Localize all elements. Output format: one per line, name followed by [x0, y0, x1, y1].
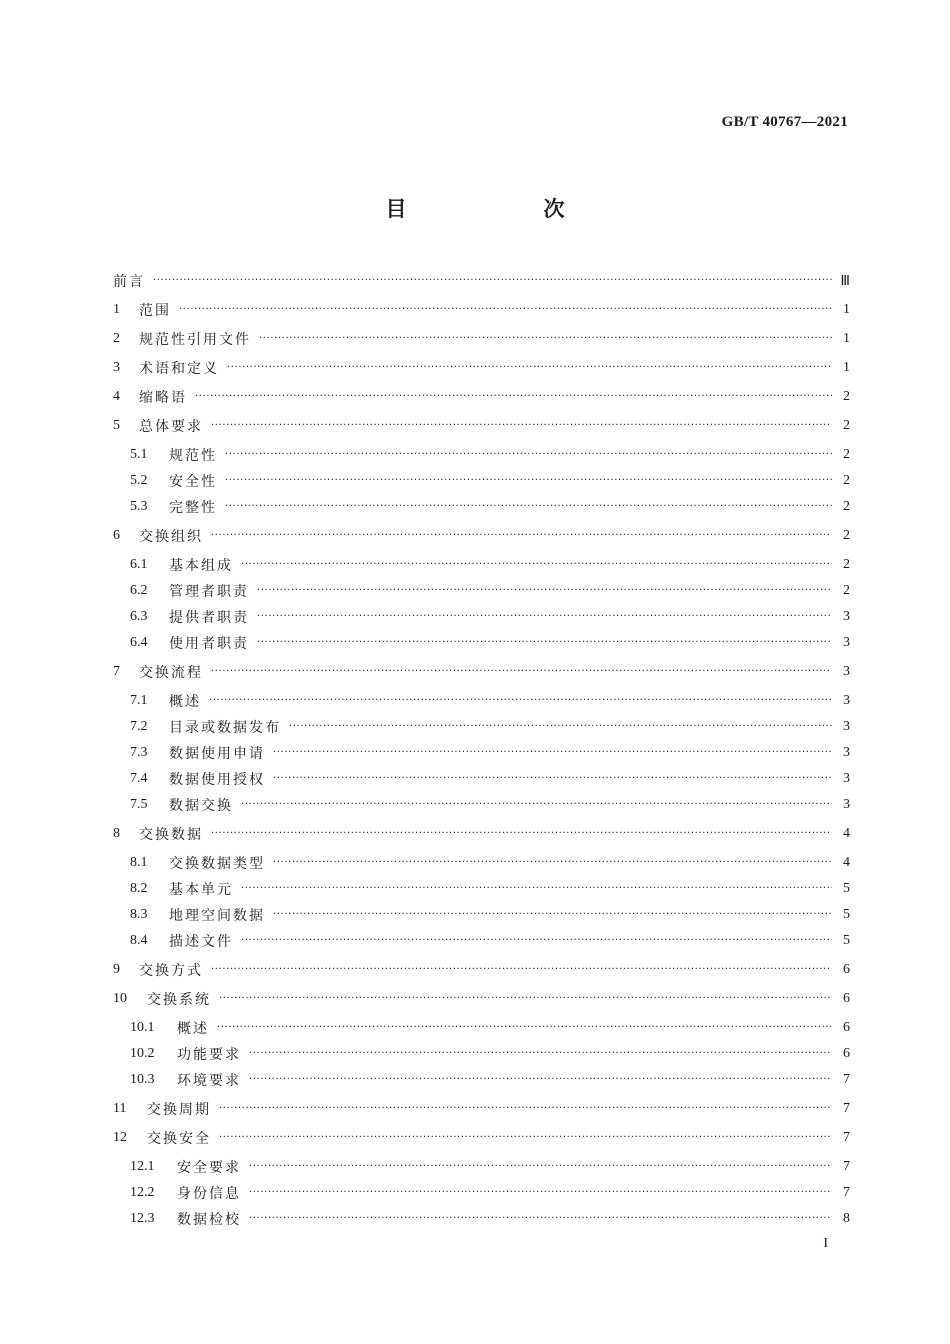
toc-entry-number: 7.1 — [130, 693, 148, 708]
toc-entry-number: 4 — [113, 389, 120, 404]
toc-entry-page: 4 — [843, 826, 850, 841]
toc-entry[interactable] — [113, 268, 850, 294]
toc-entry[interactable] — [113, 1067, 850, 1093]
toc-entry-title: 概述 — [169, 694, 201, 710]
toc-entry[interactable] — [113, 413, 850, 439]
toc-leader-dots — [241, 882, 832, 896]
toc-entry-page: 7 — [843, 1130, 850, 1145]
toc-entry-title: 交换数据 — [139, 827, 203, 843]
toc-entry-page: 3 — [843, 797, 850, 812]
toc-entry-title: 概述 — [177, 1021, 209, 1037]
toc-entry-title: 规范性引用文件 — [139, 332, 251, 348]
toc-entry[interactable] — [113, 523, 850, 549]
toc-leader-dots — [289, 720, 832, 734]
toc-entry-page: 4 — [843, 855, 850, 870]
standard-code: GB/T 40767—2021 — [721, 114, 848, 130]
toc-entry-number: 3 — [113, 360, 120, 375]
toc-entry[interactable] — [113, 1180, 850, 1206]
toc-entry-title: 环境要求 — [177, 1073, 241, 1089]
toc-entry-number: 6.4 — [130, 635, 148, 650]
toc-leader-dots — [211, 419, 832, 433]
toc-entry-number: 6.1 — [130, 557, 148, 572]
toc-entry-number: 7 — [113, 664, 120, 679]
toc-entry-page: 2 — [843, 528, 850, 543]
toc-entry[interactable] — [113, 630, 850, 656]
toc-entry-page: 6 — [843, 1046, 850, 1061]
toc-leader-dots — [249, 1160, 832, 1174]
toc-entry-number: 7.2 — [130, 719, 148, 734]
toc-entry[interactable] — [113, 1041, 850, 1067]
toc-leader-dots — [219, 1102, 832, 1116]
toc-entry[interactable] — [113, 326, 850, 352]
toc-entry-title: 提供者职责 — [169, 610, 249, 626]
toc-entry[interactable] — [113, 928, 850, 954]
toc-entry-number: 6.2 — [130, 583, 148, 598]
toc-entry[interactable] — [113, 986, 850, 1012]
toc-entry-number: 12.3 — [130, 1211, 155, 1226]
toc-leader-dots — [225, 500, 832, 514]
toc-leader-dots — [219, 1131, 832, 1145]
toc-entry-title: 安全性 — [169, 474, 217, 490]
toc-leader-dots — [241, 558, 832, 572]
toc-entry-title: 规范性 — [169, 448, 217, 464]
toc-entry-number: 10.3 — [130, 1072, 155, 1087]
toc-entry-title: 基本单元 — [169, 882, 233, 898]
page-number: I — [823, 1236, 828, 1251]
toc-entry-title: 交换流程 — [139, 665, 203, 681]
toc-entry-title: 范围 — [139, 303, 171, 319]
toc-entry[interactable] — [113, 297, 850, 323]
toc-entry-number: 10 — [113, 991, 127, 1006]
toc-leader-dots — [195, 390, 832, 404]
toc-entry-number: 8 — [113, 826, 120, 841]
toc-leader-dots — [257, 610, 832, 624]
toc-entry-number: 5 — [113, 418, 120, 433]
toc-entry-title: 功能要求 — [177, 1047, 241, 1063]
toc-entry[interactable] — [113, 902, 850, 928]
toc-entry-title: 安全要求 — [177, 1160, 241, 1176]
toc-leader-dots — [257, 584, 832, 598]
toc-leader-dots — [211, 827, 832, 841]
toc-entry-number: 7.4 — [130, 771, 148, 786]
toc-entry[interactable] — [113, 688, 850, 714]
toc-entry-number: 7.5 — [130, 797, 148, 812]
toc-entry-title: 数据检校 — [177, 1212, 241, 1228]
toc-leader-dots — [249, 1073, 832, 1087]
toc-leader-dots — [249, 1186, 832, 1200]
toc-entry-page: 2 — [843, 418, 850, 433]
toc-entry-title: 管理者职责 — [169, 584, 249, 600]
toc-entry-page: 3 — [843, 745, 850, 760]
toc-entry-page: 5 — [843, 881, 850, 896]
toc-entry[interactable] — [113, 442, 850, 468]
toc-entry[interactable] — [113, 850, 850, 876]
toc-entry-page: 3 — [843, 771, 850, 786]
toc-entry-title: 术语和定义 — [139, 361, 219, 377]
toc-entry-number: 8.2 — [130, 881, 148, 896]
toc-entry-page: 7 — [843, 1185, 850, 1200]
toc-entry-page: 7 — [843, 1072, 850, 1087]
toc-entry-page: 5 — [843, 933, 850, 948]
toc-entry[interactable] — [113, 1015, 850, 1041]
toc-entry[interactable] — [113, 355, 850, 381]
toc-leader-dots — [153, 274, 832, 288]
toc-leader-dots — [211, 665, 832, 679]
toc-entry-title: 交换数据类型 — [169, 856, 265, 872]
toc-leader-dots — [259, 332, 832, 346]
toc-entry-title: 完整性 — [169, 500, 217, 516]
toc-entry-page: 5 — [843, 907, 850, 922]
toc-entry-page: 7 — [843, 1101, 850, 1116]
toc-entry[interactable] — [113, 468, 850, 494]
toc-entry-page: 3 — [843, 664, 850, 679]
toc-entry[interactable] — [113, 1206, 850, 1232]
toc-entry-page: 3 — [843, 635, 850, 650]
toc-entry-page: 2 — [843, 473, 850, 488]
toc-leader-dots — [225, 474, 832, 488]
toc-entry-page: 3 — [843, 609, 850, 624]
toc-entry-page: Ⅲ — [840, 273, 850, 289]
toc-entry-number: 11 — [113, 1101, 127, 1116]
toc-entry-number: 8.1 — [130, 855, 148, 870]
toc-entry[interactable] — [113, 957, 850, 983]
toc-entry[interactable] — [113, 604, 850, 630]
toc-entry-number: 1 — [113, 302, 120, 317]
toc-entry-page: 6 — [843, 991, 850, 1006]
toc-leader-dots — [241, 798, 832, 812]
toc-entry-number: 7.3 — [130, 745, 148, 760]
toc-entry[interactable] — [113, 578, 850, 604]
toc-leader-dots — [227, 361, 832, 375]
toc-entry-title: 描述文件 — [169, 934, 233, 950]
toc-entry-number: 12.1 — [130, 1159, 155, 1174]
toc-entry-number: 9 — [113, 962, 120, 977]
toc-entry-title: 前言 — [113, 274, 145, 290]
toc-entry[interactable] — [113, 766, 850, 792]
toc-entry[interactable] — [113, 792, 850, 818]
toc-entry-number: 5.2 — [130, 473, 148, 488]
toc-entry-number: 10.1 — [130, 1020, 155, 1035]
toc-entry-number: 5.1 — [130, 447, 148, 462]
toc-entry[interactable] — [113, 714, 850, 740]
toc-leader-dots — [211, 529, 832, 543]
toc-leader-dots — [241, 934, 832, 948]
toc-entry-title: 使用者职责 — [169, 636, 249, 652]
toc-entry-page: 3 — [843, 719, 850, 734]
toc-entry-page: 8 — [843, 1211, 850, 1226]
toc-entry-number: 8.3 — [130, 907, 148, 922]
toc-leader-dots — [179, 303, 832, 317]
toc-entry-page: 2 — [843, 583, 850, 598]
toc-entry-page: 7 — [843, 1159, 850, 1174]
toc-entry-title: 基本组成 — [169, 558, 233, 574]
toc-leader-dots — [273, 908, 832, 922]
toc-entry-title: 目录或数据发布 — [169, 720, 281, 736]
toc-leader-dots — [249, 1212, 832, 1226]
toc-entry-page: 6 — [843, 1020, 850, 1035]
toc-entry[interactable] — [113, 740, 850, 766]
toc-leader-dots — [211, 963, 832, 977]
toc-entry-title: 交换安全 — [147, 1131, 211, 1147]
toc-entry[interactable] — [113, 876, 850, 902]
toc-entry-number: 5.3 — [130, 499, 148, 514]
toc-entry-page: 2 — [843, 389, 850, 404]
toc-entry[interactable] — [113, 1096, 850, 1122]
toc-leader-dots — [273, 772, 832, 786]
toc-entry-title: 缩略语 — [139, 390, 187, 406]
toc-leader-dots — [219, 992, 832, 1006]
toc-entry-page: 1 — [843, 360, 850, 375]
toc-entry-title: 身份信息 — [177, 1186, 241, 1202]
toc-entry-number: 10.2 — [130, 1046, 155, 1061]
toc-entry-number: 2 — [113, 331, 120, 346]
toc-entry[interactable] — [113, 659, 850, 685]
toc-entry[interactable] — [113, 494, 850, 520]
toc-entry-title: 交换周期 — [147, 1102, 211, 1118]
toc-entry-title: 数据使用申请 — [169, 746, 265, 762]
toc-entry-number: 12.2 — [130, 1185, 155, 1200]
toc-entry-number: 6.3 — [130, 609, 148, 624]
toc-title: 目 次 — [385, 197, 623, 221]
toc-entry-title: 地理空间数据 — [169, 908, 265, 924]
toc-leader-dots — [217, 1021, 832, 1035]
toc-entry[interactable] — [113, 1154, 850, 1180]
toc-entry-title: 交换组织 — [139, 529, 203, 545]
toc-entry[interactable] — [113, 1125, 850, 1151]
toc-entry-page: 2 — [843, 557, 850, 572]
toc-entry-page: 1 — [843, 331, 850, 346]
toc-entry-number: 8.4 — [130, 933, 148, 948]
toc-leader-dots — [209, 694, 832, 708]
toc-entry-page: 1 — [843, 302, 850, 317]
toc-leader-dots — [225, 448, 832, 462]
toc-entry[interactable] — [113, 821, 850, 847]
toc-entry-number: 6 — [113, 528, 120, 543]
toc-leader-dots — [249, 1047, 832, 1061]
toc-entry-title: 数据交换 — [169, 798, 233, 814]
toc-entry-page: 2 — [843, 499, 850, 514]
toc-entry[interactable] — [113, 384, 850, 410]
toc-entry-title: 数据使用授权 — [169, 772, 265, 788]
toc-entry-number: 12 — [113, 1130, 127, 1145]
toc-entry-title: 交换系统 — [147, 992, 211, 1008]
toc-entry-page: 3 — [843, 693, 850, 708]
toc-entry[interactable] — [113, 552, 850, 578]
toc-entry-page: 6 — [843, 962, 850, 977]
toc-leader-dots — [273, 746, 832, 760]
toc-leader-dots — [257, 636, 832, 650]
toc-entry-page: 2 — [843, 447, 850, 462]
toc-entry-title: 总体要求 — [139, 419, 203, 435]
toc-entry-title: 交换方式 — [139, 963, 203, 979]
toc-leader-dots — [273, 856, 832, 870]
